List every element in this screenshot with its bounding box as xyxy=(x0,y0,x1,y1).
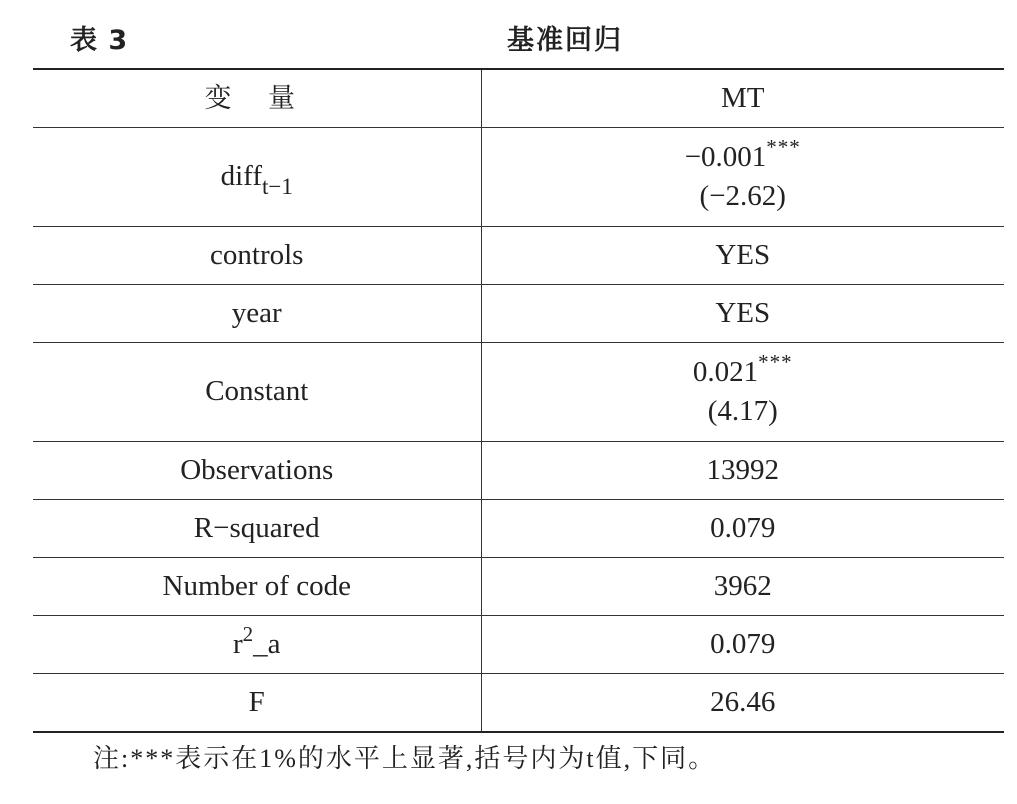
row-variable: year xyxy=(33,285,481,343)
row-value: 0.079 xyxy=(481,616,1004,674)
table-title: 基准回归 xyxy=(507,25,623,56)
header-variable: 变 量 xyxy=(33,69,481,128)
header-model: MT xyxy=(481,69,1004,128)
table-row xyxy=(33,674,1004,733)
row-variable: $r^2\_a$ xyxy=(33,616,481,674)
row-variable: F xyxy=(33,674,481,733)
table-label: 表 3 xyxy=(70,25,129,56)
row-value: YES xyxy=(481,285,1004,343)
row-value: −0.001*** (−2.62) xyxy=(481,128,1004,227)
t-statistic: (−2.62) xyxy=(699,180,786,212)
row-value: 0.021*** (4.17) xyxy=(481,343,1004,442)
row-variable: Observations xyxy=(33,442,481,500)
row-value: YES xyxy=(481,227,1004,285)
table-row xyxy=(33,616,1004,674)
row-value: 0.079 xyxy=(481,500,1004,558)
row-variable: diff$_{t-1}$ xyxy=(33,128,481,227)
row-variable: R−squared xyxy=(33,500,481,558)
table-header-row xyxy=(33,69,1004,128)
table-row xyxy=(33,442,1004,500)
table-row xyxy=(33,558,1004,616)
table-row xyxy=(33,343,1004,442)
table-row xyxy=(33,128,1004,227)
regression-table xyxy=(33,68,1004,733)
row-variable: Constant xyxy=(33,343,481,442)
row-value: 3962 xyxy=(481,558,1004,616)
table-footnote: 注:***表示在1%的水平上显著,括号内为t值,下同。 xyxy=(93,744,717,773)
row-variable: controls xyxy=(33,227,481,285)
table-row xyxy=(33,500,1004,558)
row-value: 13992 xyxy=(481,442,1004,500)
row-variable: Number of code xyxy=(33,558,481,616)
table-row xyxy=(33,227,1004,285)
t-statistic: (4.17) xyxy=(707,395,778,427)
table-row xyxy=(33,285,1004,343)
row-value: 26.46 xyxy=(481,674,1004,733)
